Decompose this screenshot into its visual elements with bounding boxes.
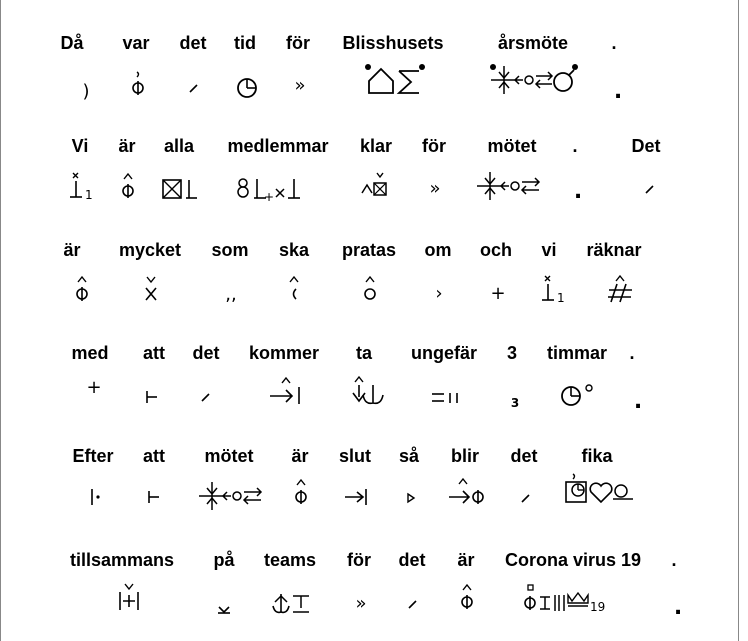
word: är	[291, 446, 309, 466]
it-mark-icon	[644, 183, 656, 195]
end-arrow-icon	[343, 488, 369, 506]
word: mötet	[204, 446, 254, 466]
period-icon: .	[613, 79, 623, 104]
period-icon: .	[633, 389, 643, 414]
comma-mark-icon	[188, 82, 200, 94]
word: med	[71, 343, 109, 363]
as-quotes-icon: ,,	[225, 284, 237, 305]
person-plural-icon	[70, 171, 98, 201]
it-mark-icon	[407, 598, 419, 610]
plus-and-icon: +	[490, 283, 506, 304]
meeting-year-icon	[487, 62, 579, 98]
take-hands-icon	[347, 375, 387, 407]
word: årsmöte	[497, 33, 569, 53]
pronoun-det-icon	[128, 70, 148, 98]
word: tillsammans	[70, 550, 175, 570]
word: det	[398, 550, 426, 570]
word: Vi	[71, 136, 89, 156]
word: och	[479, 240, 513, 260]
svg-text:1: 1	[85, 188, 93, 202]
hours-clock-icon	[559, 383, 595, 407]
it-mark-icon	[200, 391, 212, 403]
word: det	[192, 343, 220, 363]
word: mycket	[118, 240, 182, 260]
word: för	[347, 550, 371, 570]
word: ta	[355, 343, 373, 363]
word: .	[629, 343, 635, 363]
word: att	[143, 343, 165, 363]
coffee-break-icon	[563, 472, 635, 506]
teams-anchor-icon	[271, 592, 311, 616]
word: ska	[278, 240, 310, 260]
word: .	[611, 33, 617, 53]
arrow-for-icon: »	[294, 75, 306, 96]
word: Blisshusets	[342, 33, 444, 53]
word: på	[213, 550, 235, 570]
period-icon: .	[573, 179, 583, 204]
word: fika	[581, 446, 613, 466]
to-mark-icon	[145, 390, 159, 404]
word: alla	[163, 136, 195, 156]
much-cross-icon	[143, 275, 159, 303]
word: är	[118, 136, 136, 156]
word: tid	[234, 33, 256, 53]
word: teams	[263, 550, 317, 570]
word: är	[63, 240, 81, 260]
word: klar	[359, 136, 393, 156]
meeting-icon	[473, 170, 545, 202]
word: vi	[541, 240, 557, 260]
svg-text:19: 19	[590, 600, 606, 614]
verb-be-icon	[459, 583, 475, 611]
number-three-icon: 3	[510, 396, 520, 410]
about-arrow-icon: ›	[435, 283, 443, 304]
word: för	[422, 136, 446, 156]
word: för	[286, 33, 310, 53]
word: pratas	[341, 240, 397, 260]
arrow-for-icon: »	[429, 178, 441, 199]
word: om	[424, 240, 452, 260]
talk-mouth-icon	[362, 275, 378, 303]
person-plural-icon	[542, 274, 570, 304]
page-border-left	[0, 0, 1, 641]
word: som	[211, 240, 249, 260]
word: Det	[631, 136, 661, 156]
come-arrow-icon	[268, 376, 304, 406]
word: mötet	[487, 136, 537, 156]
verb-be-icon	[120, 172, 136, 200]
arrow-for-icon: »	[355, 593, 367, 614]
ready-box-icon	[360, 171, 392, 197]
page-border-right	[738, 0, 739, 641]
word: var	[122, 33, 150, 53]
period-icon: .	[673, 595, 683, 620]
word: .	[671, 550, 677, 570]
house-meeting-icon	[361, 63, 431, 97]
word: timmar	[546, 343, 608, 363]
word: 3	[506, 343, 518, 363]
word: .	[572, 136, 578, 156]
verb-be-icon	[74, 275, 90, 303]
shall-mark-icon	[286, 275, 302, 303]
approx-equal-icon	[430, 390, 462, 404]
word: att	[143, 446, 165, 466]
word: Då	[60, 33, 84, 53]
become-arrow-icon	[447, 477, 487, 507]
word: blir	[450, 446, 480, 466]
after-bar-icon	[89, 488, 103, 506]
word: medlemmar	[227, 136, 329, 156]
svg-text:+: +	[264, 190, 275, 204]
it-mark-icon	[520, 492, 532, 504]
word: slut	[338, 446, 372, 466]
word: så	[398, 446, 420, 466]
word: ungefär	[410, 343, 478, 363]
plus-with-icon: +	[86, 377, 102, 398]
meeting-icon	[195, 480, 267, 512]
on-mark-icon	[217, 605, 231, 615]
to-mark-icon	[147, 490, 161, 504]
all-box-icon	[162, 179, 198, 199]
word: är	[457, 550, 475, 570]
ask-mark-icon: )	[82, 81, 90, 102]
word: Efter	[72, 446, 114, 466]
word: det	[179, 33, 207, 53]
clock-time-icon	[236, 77, 258, 99]
together-cross-icon	[117, 582, 141, 612]
verb-be-icon	[293, 478, 309, 506]
count-hash-icon	[606, 274, 634, 304]
member-people-icon	[236, 177, 312, 204]
word: räknar	[586, 240, 642, 260]
word: det	[510, 446, 538, 466]
so-triangle-icon	[406, 492, 416, 504]
word: kommer	[248, 343, 320, 363]
word: Corona virus 19	[504, 550, 642, 570]
corona-virus-19-icon	[522, 583, 618, 613]
svg-text:1: 1	[557, 291, 565, 305]
